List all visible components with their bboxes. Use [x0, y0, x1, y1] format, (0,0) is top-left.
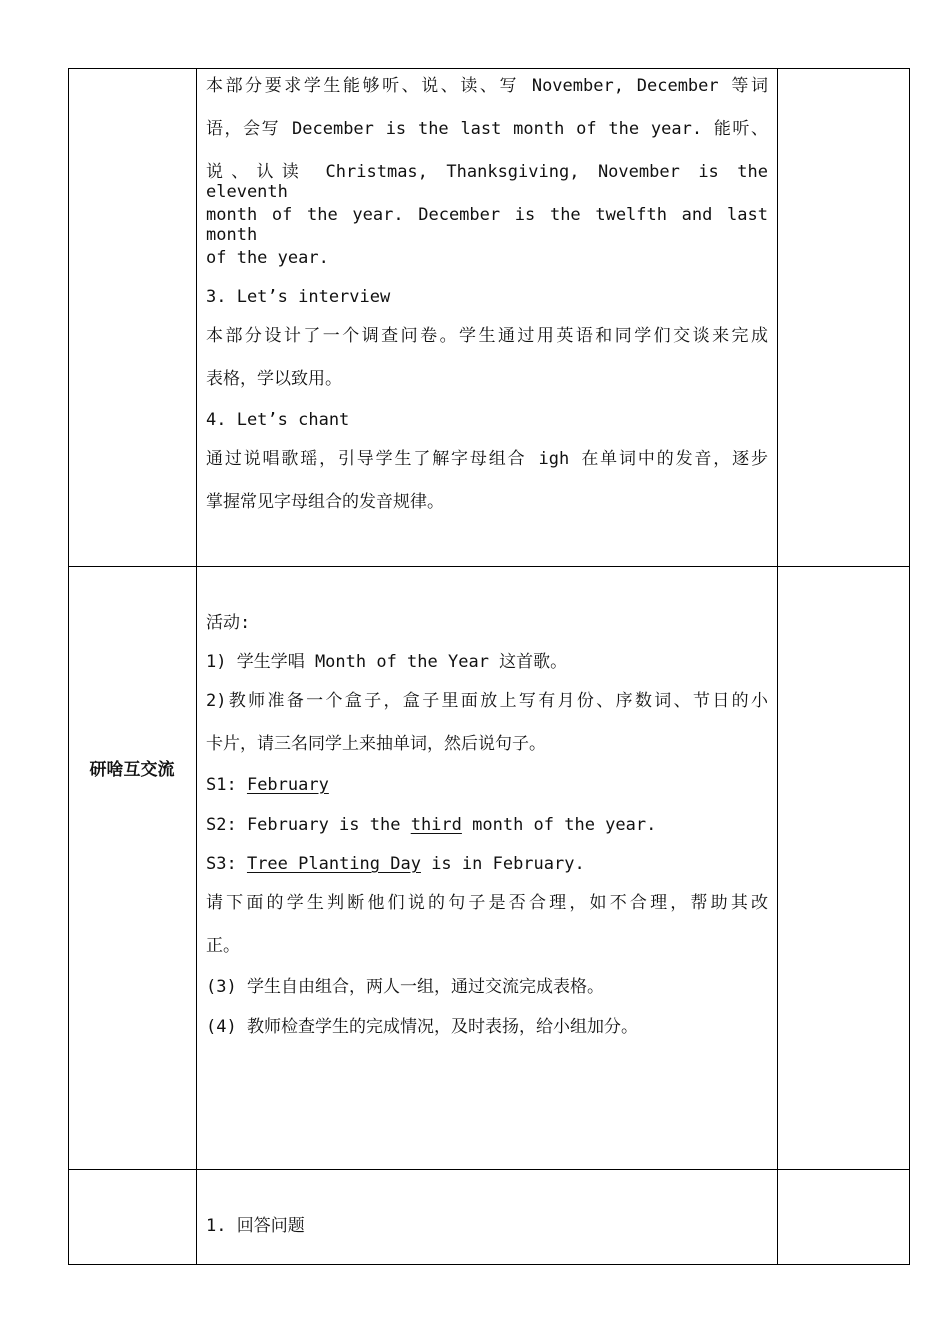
row2-item-2-line-1: 2)教师准备一个盒子，盒子里面放上写有月份、序数词、节日的小 — [206, 691, 768, 711]
s1-prefix: S1: — [206, 775, 247, 795]
s2-prefix: S2: February is the — [206, 815, 411, 835]
row1-para-line-2: 语，会写 December is the last month of the year. 能听、 — [206, 119, 768, 139]
row1-para-line-5: of the year. — [206, 248, 329, 268]
table-left-border — [68, 68, 69, 1265]
row2-item-1: 1) 学生学唱 Month of the Year 这首歌。 — [206, 652, 568, 672]
row1-interview-line-2: 表格，学以致用。 — [206, 369, 342, 389]
row2-label: 研啥互交流 — [89, 760, 175, 780]
column-divider-2 — [777, 68, 778, 1265]
row2-item-3: (3) 学生自由组合，两人一组，通过交流完成表格。 — [206, 977, 604, 997]
row2-s2-line — [206, 815, 768, 835]
s3-prefix: S3: — [206, 854, 247, 874]
row1-chant-line-2: 掌握常见字母组合的发音规律。 — [206, 492, 444, 512]
row2-s3-line — [206, 854, 768, 874]
s1-underlined-word: February — [246, 775, 329, 795]
row1-chant-line-1: 通过说唱歌瑶，引导学生了解字母组合 igh 在单词中的发音，逐步 — [206, 449, 768, 469]
s3-underlined-word: Tree Planting Day — [246, 854, 421, 874]
row3-item-1: 1. 回答问题 — [206, 1216, 305, 1236]
row2-s1-line — [206, 775, 768, 795]
row1-content-cell — [206, 68, 768, 566]
s3-suffix: is in February. — [420, 854, 585, 874]
s2-suffix: month of the year. — [461, 815, 657, 835]
row2-item-2-line-2: 卡片，请三名同学上来抽单词，然后说句子。 — [206, 734, 546, 754]
table-right-border — [909, 68, 910, 1265]
table-bottom-border — [68, 1264, 910, 1265]
row1-heading-chant: 4. Let’s chant — [206, 410, 350, 430]
row3-content-cell — [206, 1169, 768, 1264]
row1-interview-line-1: 本部分设计了一个调查问卷。学生通过用英语和同学们交谈来完成 — [206, 326, 768, 346]
row2-content-cell — [206, 566, 768, 1169]
s2-underlined-word: third — [410, 815, 462, 835]
row1-heading-interview: 3. Let’s interview — [206, 287, 391, 307]
column-divider-1 — [196, 68, 197, 1265]
row1-para-line-3: 说、认读 Christmas, Thanksgiving, November is the eleventh — [206, 162, 768, 202]
row2-judge-line-1: 请下面的学生判断他们说的句子是否合理，如不合理，帮助其改 — [206, 893, 768, 913]
row1-para-line-1: 本部分要求学生能够听、说、读、写 November, December 等词 — [206, 76, 768, 96]
row2-activity-title: 活动: — [206, 613, 251, 633]
row2-judge-line-2: 正。 — [206, 936, 240, 956]
row2-item-4: (4) 教师检查学生的完成情况，及时表扬，给小组加分。 — [206, 1017, 638, 1037]
row1-para-line-4: month of the year. December is the twelfth and last month — [206, 205, 768, 245]
